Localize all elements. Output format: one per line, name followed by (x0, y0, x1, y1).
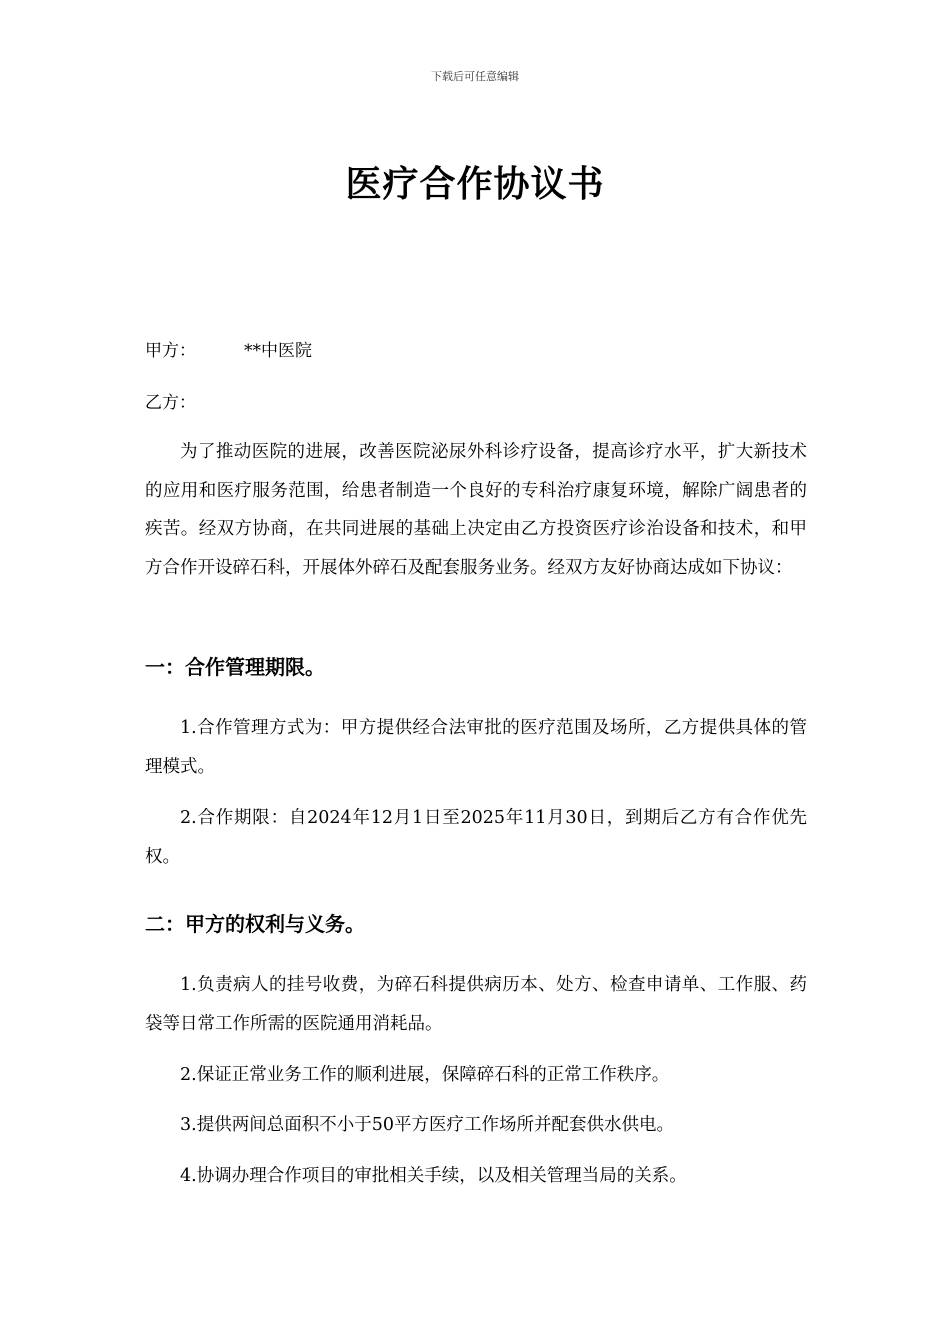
section-1-item-2: 2.合作期限：自2024年12月1日至2025年11月30日，到期后乙方有合作优先权。 (145, 808, 807, 867)
section-1-item-1: 1.合作管理方式为：甲方提供经合法审批的医疗范围及场所，乙方提供具体的管理模式。 (145, 718, 807, 777)
party-a-label: 甲方： (145, 341, 196, 361)
party-a-line (145, 336, 312, 361)
document-title: 医疗合作协议书 (345, 164, 605, 205)
section-2-item-4: 4.协调办理合作项目的审批相关手续，以及相关管理当局的关系。 (180, 1166, 687, 1186)
party-b-line (145, 388, 244, 413)
section-heading-1: 一：合作管理期限。 (145, 655, 325, 679)
intro-paragraph: 为了推动医院的进展，改善医院泌尿外科诊疗设备，提高诊疗水平，扩大新技术的应用和医疗服务范围，给患者制造一个良好的专科治疗康复环境，解除广阔患者的疾苦。经双方协商，在共同进展的基础上决定由乙方投资医疗诊治设备和技术，和甲方合作开设碎石科，开展体外碎石及配套服务业务。经双方友好协商达成如下协议： (145, 442, 807, 578)
section-heading-2: 二：甲方的权利与义务。 (145, 912, 365, 936)
section-2-item-1: 1.负责病人的挂号收费，为碎石科提供病历本、处方、检查申请单、工作服、药袋等日常工作所需的医院通用消耗品。 (145, 975, 807, 1034)
section-2-item-3: 3.提供两间总面积不小于50平方医疗工作场所并配套供水供电。 (180, 1115, 674, 1135)
section-2-item-2: 2.保证正常业务工作的顺利进展，保障碎石科的正常工作秩序。 (180, 1065, 670, 1085)
page-header-note: 下载后可任意编辑 (431, 70, 519, 83)
party-a-value: **中医院 (244, 341, 312, 361)
party-b-label: 乙方： (145, 393, 196, 413)
